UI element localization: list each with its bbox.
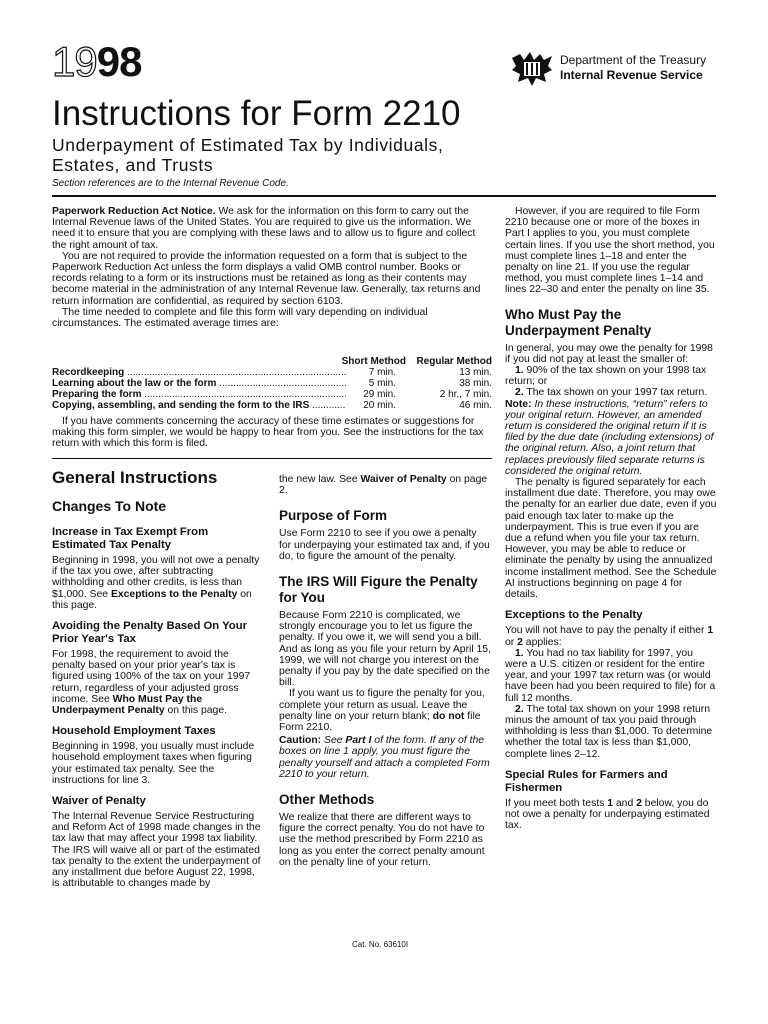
general-instructions-heading: General Instructions [52, 468, 218, 487]
waiver-cont-link: Waiver of Penalty [360, 474, 447, 485]
exceptions-text-1: You will not have to pay the penalty if either [505, 625, 708, 637]
column-1 [52, 468, 262, 889]
changes-heading: Changes To Note [52, 498, 167, 514]
year-outline-digits: 19 [52, 38, 97, 85]
increase-tail: on this page. [52, 588, 252, 611]
exception-item-2 [505, 704, 717, 760]
header-divider [52, 195, 716, 197]
reference-note: Section references are to the Internal Revenue Code. [52, 178, 289, 189]
household-heading: Household Employment Taxes [52, 725, 216, 738]
who-item-2-text: The tax shown on your 1997 tax return. [523, 387, 708, 399]
time-row-label: Recordkeeping ..... [52, 367, 346, 378]
prn-paragraph-2: You are not required to provide the information requested on a form that is subject to the Paperwork Reduction Act unless the form displays a valid OMB control number. Books or records relating to a form or its instructions must be retained as long as their contents may become material in the administration of any Internal Revenue law. Generally, tax returns and return information are confidential, as required by section 6103. [52, 250, 481, 307]
column-3 [505, 206, 717, 831]
who-item-1 [505, 365, 717, 387]
irs-text2: If you want us to figure the penalty for you, complete your return as usual. Leave the penalty line on your return blank; [279, 688, 485, 722]
caution-paragraph [279, 735, 491, 780]
exceptions-bold-1: 1 [707, 625, 714, 637]
exceptions-paragraph [505, 625, 717, 647]
time-row-regular: 38 min. [459, 378, 492, 389]
farmers-bold-2: 2 [636, 797, 642, 809]
increase-text: Beginning in 1998, you will not owe a penalty if the tax you owe, after subtracting withholding and other credits, is less than $1,000. See [52, 555, 260, 600]
farmers-heading: Special Rules for Farmers and Fishermen [505, 768, 668, 794]
exception-item-2-num: 2. [515, 703, 524, 715]
who-item-2-num: 2. [515, 387, 524, 399]
prn-paragraph [52, 206, 492, 251]
increase-heading: Increase in Tax Exempt From Estimated Tax Penalty [52, 526, 209, 551]
comments-notice [52, 416, 492, 450]
prn-heading: Paperwork Reduction Act Notice. [52, 206, 216, 217]
caution-bold: Part I [345, 735, 372, 747]
time-row-short: 7 min. [368, 367, 396, 378]
who-item-1-num: 1. [515, 365, 524, 377]
catalog-number: Cat. No. 63610I [352, 940, 409, 949]
exception-item-1-text: You had no tax liability for 1997, you were a U.S. citizen or resident for the entire year, and your 1997 tax return was (or would have been had you been required to file) for a full 12 months. [505, 647, 716, 704]
time-row-short: 29 min. [363, 389, 396, 400]
paperwork-notice [52, 206, 492, 329]
year-solid-digits: 98 [96, 38, 142, 85]
caution-label: Caution: [279, 735, 322, 747]
agency-service: Internal Revenue Service [560, 68, 703, 82]
note-label: Note: [505, 398, 532, 410]
exceptions-text-2: or [505, 636, 518, 648]
agency-block [510, 48, 706, 88]
who-item-1-text: 90% of the tax shown on your 1998 tax return; or [505, 365, 707, 388]
avoid-penalty-heading: Avoiding the Penalty Based On Your Prior Year's Tax [52, 620, 248, 646]
document-subtitle: Underpayment of Estimated Tax by Individuals, Estates, and Trusts [52, 135, 444, 175]
time-row-label: Preparing the form ..... [52, 389, 346, 400]
agency-department: Department of the Treasury [560, 53, 707, 67]
penalty-figured-paragraph: The penalty is figured separately for each installment due date. Therefore, you may owe the penalty for an earlier due date, even if you paid enough tax later to make up the underpayment. This is true even if you are due a refund when you file your tax return. However, you may be able to reduce or eliminate the penalty by using the annualized income installment method. See the Schedule AI instructions beginning on page 4 for details. [505, 477, 717, 601]
time-row-regular: 2 hr., 7 min. [439, 389, 492, 400]
prn-text: We ask for the information on this form to carry out the Internal Revenue laws of the United States. You are required to give us the information. We need it to ensure that you are complying with these laws and to allow us to figure and collect the right amount of tax. [52, 206, 476, 251]
irs-figure-heading: The IRS Will Figure the Penalty for You [279, 574, 478, 606]
irs-eagle-logo-icon [510, 48, 554, 88]
caution-text-2: of the form. If any of the boxes on line 1 apply, you must figure the penalty yourself and attach a completed Form 2210 to your return. [279, 735, 490, 780]
farmers-text-2: and [613, 797, 637, 809]
time-estimate-table [52, 356, 492, 411]
time-row-short: 5 min. [368, 378, 396, 389]
increase-link-text: Exceptions to the Penalty [110, 588, 238, 600]
other-methods-heading: Other Methods [279, 792, 375, 808]
avoid-link-text: Who Must Pay the Underpayment Penalty [52, 693, 203, 717]
purpose-paragraph: Use Form 2210 to see if you owe a penalty for underpaying your estimated tax and, if you do, to figure the amount of the penalty. [279, 528, 490, 562]
comments-paragraph: If you have comments concerning the accuracy of these time estimates or suggestions for making this form simpler, we would be happy to hear from you. See the instructions for the tax return with which this form is filed. [52, 416, 484, 450]
caution-text: See [321, 735, 346, 747]
waiver-cont-text: the new law. See [279, 474, 361, 485]
note-text: In these instructions, “return” refers to your original return. However, an amended return is considered the original return if it is filed by the due date (including extensions) of the original return. Also, a joint return that replaces previously filed separate returns is considered the original return. [505, 398, 714, 477]
exceptions-heading: Exceptions to the Penalty [505, 609, 643, 622]
who-item-2 [505, 387, 717, 398]
short-regular-paragraph: However, if you are required to file Form 2210 because one or more of the boxes in Part I applies to you, you must complete certain lines. If you use the short method, you must complete lines 1–18 and enter the penalty on line 21. If you use the regular method, you must complete lines 1–14 and lines 22–30 and enter the penalty on line 35. [505, 206, 715, 296]
waiver-cont-tail: on page 2. [279, 474, 488, 497]
column-2 [279, 474, 491, 868]
time-row-label: Learning about the law or the form ..... [52, 378, 346, 389]
who-must-pay-heading: Who Must Pay the Underpayment Penalty [505, 306, 652, 338]
waiver-paragraph: The Internal Revenue Service Restructuring and Reform Act of 1998 made changes in the tax law that may affect your 1998 tax liability. The IRS will waive all or part of the estimated tax penalty to the extent the underpayment of any installment due before August 22, 1998, is attributable to changes made by [52, 811, 261, 890]
exception-item-1 [505, 648, 717, 704]
irs-figure-paragraph-2 [279, 688, 491, 733]
exceptions-bold-2: 2 [517, 636, 523, 648]
farmers-text-1: If you meet both tests [505, 797, 608, 809]
increase-paragraph [52, 555, 262, 611]
farmers-text-3: below, you do not owe a penalty for underpaying estimated tax. [505, 797, 710, 832]
prn-paragraph-3: The time needed to complete and file this form will vary depending on individual circumstances. The estimated average times are: [52, 306, 428, 330]
irs-figure-paragraph: Because Form 2210 is complicated, we strongly encourage you to let us figure the penalty. If you owe it, we will send you a bill. And as long as you file your return by April 15, 1999, we will not charge you interest on the penalty if you pay by the date specified on the bill. [279, 610, 491, 689]
purpose-heading: Purpose of Form [279, 508, 388, 524]
time-row [52, 378, 492, 389]
avoid-text: For 1998, the requirement to avoid the penalty based on your prior year's tax is figured using 100% of the tax on your 1997 return, regardless of your adjusted gross income. See [52, 649, 251, 705]
short-method-header: Short Method [341, 356, 406, 367]
exceptions-text-3: applies: [522, 636, 562, 648]
waiver-continued [279, 474, 491, 496]
time-row [52, 367, 492, 378]
form-year [52, 40, 141, 84]
time-row-label: Copying, assembling, and sending the form to the IRS ..... [52, 400, 346, 411]
time-row-short: 20 min. [363, 400, 396, 411]
regular-method-header: Regular Method [416, 356, 492, 367]
note-paragraph [505, 399, 717, 477]
time-row [52, 400, 492, 411]
farmers-paragraph [505, 798, 717, 832]
who-must-pay-paragraph: In general, you may owe the penalty for 1998 if you did not pay at least the smaller of: [505, 342, 713, 365]
farmers-bold-1: 1 [607, 797, 614, 809]
document-title: Instructions for Form 2210 [52, 94, 461, 133]
household-paragraph: Beginning in 1998, you usually must include household employment taxes when figuring your estimated tax penalty. See the instructions for line 3. [52, 741, 255, 786]
exception-item-1-num: 1. [515, 647, 524, 659]
time-row [52, 389, 492, 400]
waiver-heading: Waiver of Penalty [52, 795, 146, 808]
other-methods-paragraph: We realize that there are different ways to figure the correct penalty. You do not have to use the method prescribed by Form 2210 as long as you enter the correct penalty amount on the penalty line of your return. [279, 812, 485, 868]
avoid-penalty-paragraph [52, 649, 262, 716]
time-row-regular: 13 min. [459, 367, 492, 378]
section-divider [52, 458, 492, 459]
time-table-header [52, 356, 492, 367]
irs-text2-tail: file Form 2210. [279, 710, 481, 734]
irs-text2-bold: do not [432, 710, 465, 722]
exception-item-2-text: The total tax shown on your 1998 return minus the amount of tax you paid through withholding is less than $1,000. To determine whether the total tax is less than $1,000, complete lines 2–12. [505, 703, 713, 760]
time-row-regular: 46 min. [459, 400, 492, 411]
avoid-tail: on this page. [164, 705, 227, 717]
